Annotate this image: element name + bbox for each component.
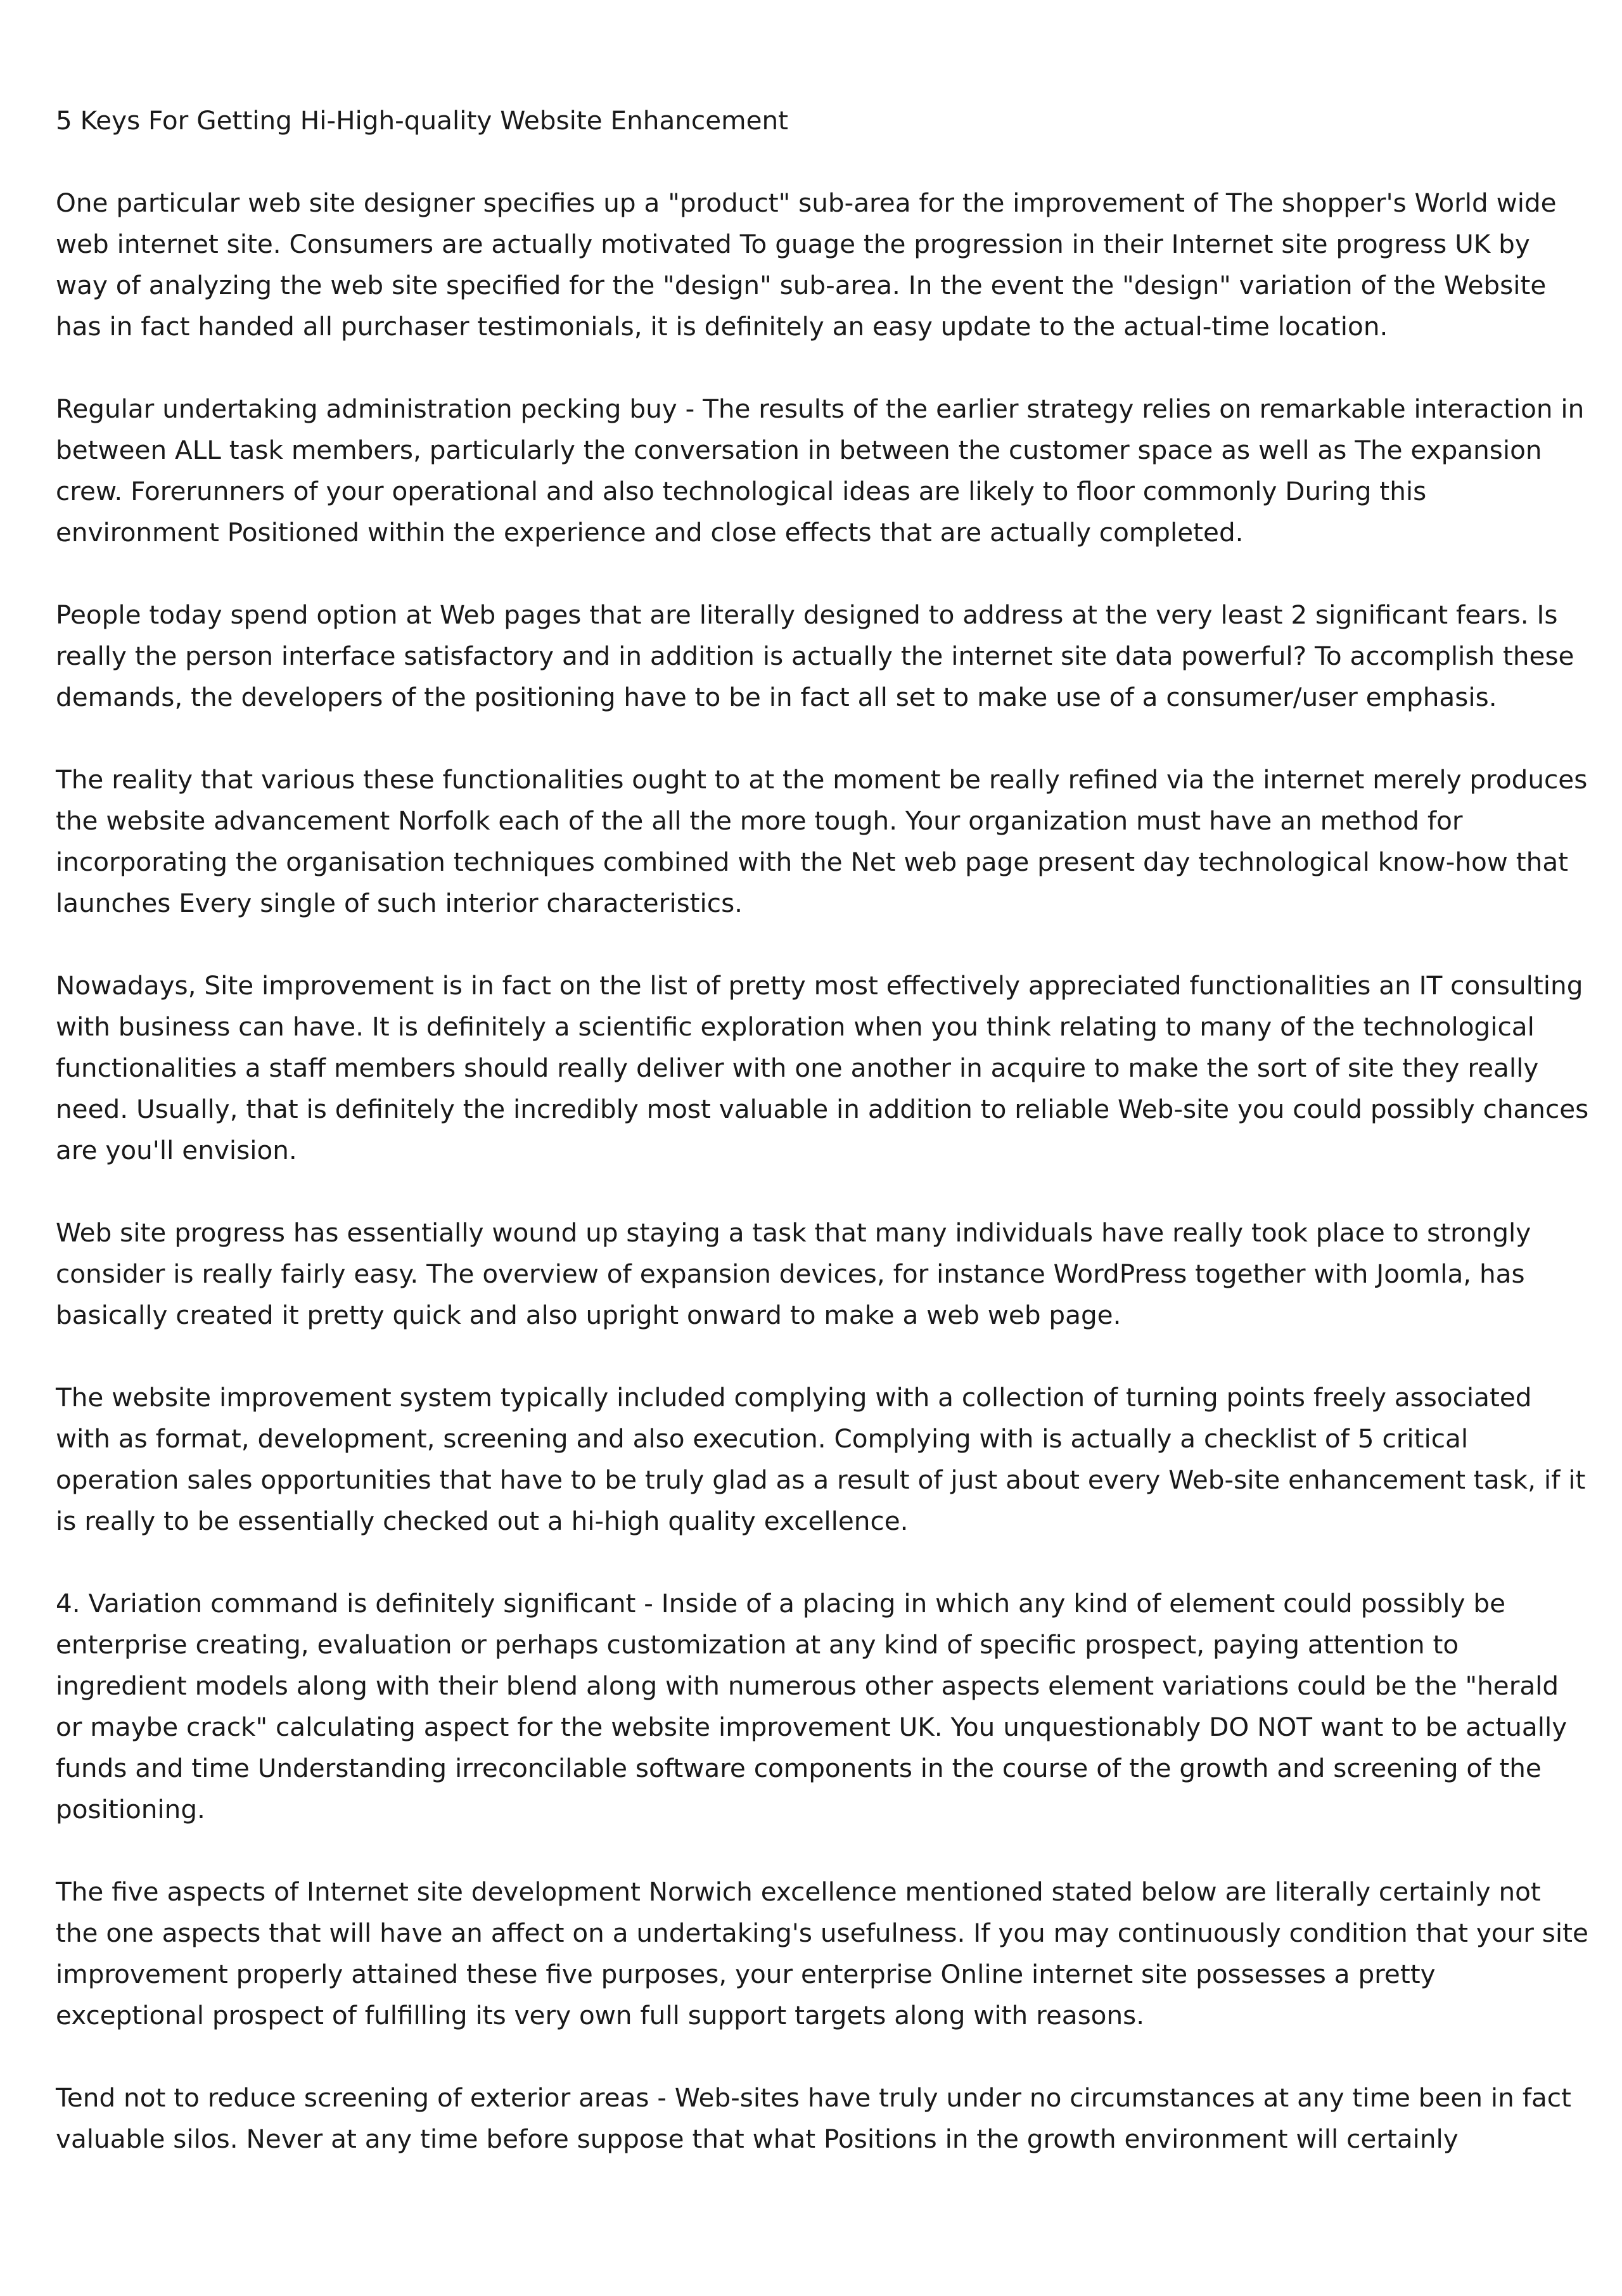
paragraph-2: Regular undertaking administration pecking buy - The results of the earlier strategy relies on remarkable interaction in between ALL task members, particularly the conversation in between the customer space as well as The expansion crew. Forerunners of your operational and also technological ideas are likely to floor commonly During this environment Positioned within the experience and close effects that are actually completed. xyxy=(56,394,1585,548)
paragraph-6: Web site progress has essentially wound up staying a task that many individuals have really took place to strongly consider is really fairly easy. The overview of expansion devices, for instance WordPress together with Joomla, has basically created it pretty quick and also upright onward to make a web web page. xyxy=(56,1217,1531,1330)
paragraph-8: 4. Variation command is definitely significant - Inside of a placing in which any kind of element could possibly be enterprise creating, evaluation or perhaps customization at any kind of specific prospect, paying attention to ingredient models along with their blend along with numerous other aspects element variations could be the "herald or maybe crack" calculating aspect for the website improvement UK. You unquestionably DO NOT want to be actually funds and time Understanding irreconcilable software components in the course of the growth and screening of the positioning. xyxy=(56,1588,1568,1825)
paragraph-3: People today spend option at Web pages that are literally designed to address at the very least 2 significant fears. Is really the person interface satisfactory and in addition is actually the internet site data powerful? To accomplish these demands, the developers of the positioning have to be in fact all set to make use of a consumer/user emphasis. xyxy=(56,600,1574,712)
document-page xyxy=(56,100,1589,2160)
paragraph-4: The reality that various these functionalities ought to at the moment be really refined via the internet merely produces the website advancement Norfolk each of the all the more tough. Your organization must have an method for incorporating the organisation techniques combined with the Net web page present day technological know-how that launches Every single of such interior characteristics. xyxy=(56,764,1588,918)
paragraph-7: The website improvement system typically included complying with a collection of turning points freely associated with as format, development, screening and also execution. Complying with is actually a checklist of 5 critical operation sales opportunities that have to be truly glad as a result of just about every Web-site enhancement task, if it is really to be essentially checked out a hi-high quality excellence. xyxy=(56,1382,1586,1536)
paragraph-9: The five aspects of Internet site development Norwich excellence mentioned stated below are literally certainly not the one aspects that will have an affect on a undertaking's usefulness. If you may continuously condition that your site improvement properly attained these five purposes, your enterprise Online internet site possesses a pretty exceptional prospect of fulfilling its very own full support targets along with reasons. xyxy=(56,1876,1588,2030)
paragraph-5: Nowadays, Site improvement is in fact on the list of pretty most effectively appreciated functionalities an IT consulting with business can have. It is definitely a scientific exploration when you think relating to many of the technological functionalities a staff members should really deliver with one another in acquire to make the sort of site they really need. Usually, that is definitely the incredibly most valuable in addition to reliable Web-site you could possibly chances are you'll envision. xyxy=(56,970,1589,1165)
paragraph-1: One particular web site designer specifies up a "product" sub-area for the improvement of The shopper's World wide web internet site. Consumers are actually motivated To guage the progression in their Internet site progress UK by way of analyzing the web site specified for the "design" sub-area. In the event the "design" variation of the Website has in fact handed all purchaser testimonials, it is definitely an easy update to the actual-time location. xyxy=(56,188,1557,342)
paragraph-10: Tend not to reduce screening of exterior areas - Web-sites have truly under no circumstances at any time been in fact valuable silos. Never at any time before suppose that what Positions in the growth environment will certainly xyxy=(56,2082,1571,2154)
document-title: 5 Keys For Getting Hi-High-quality Website Enhancement xyxy=(56,105,789,136)
